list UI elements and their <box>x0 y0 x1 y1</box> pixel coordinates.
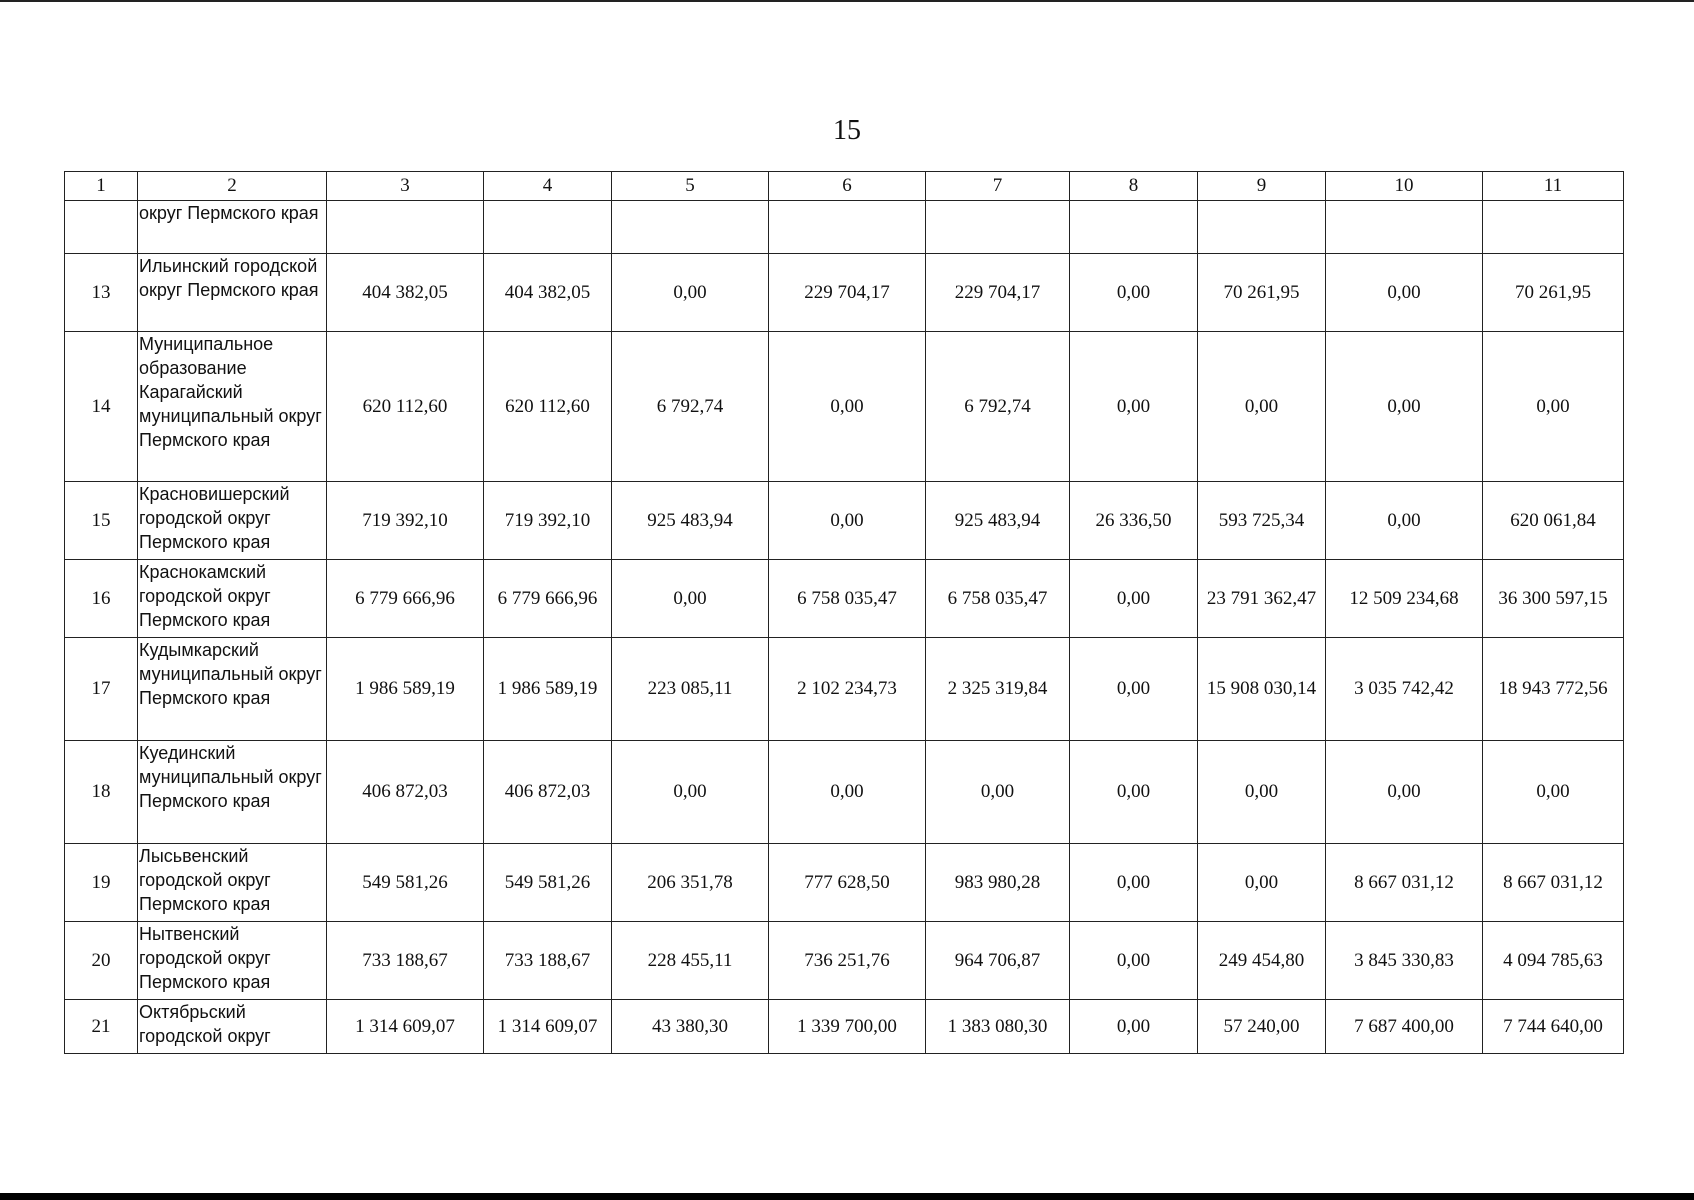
value-cell: 406 872,03 <box>327 741 484 844</box>
table-row <box>65 1000 1624 1054</box>
value-cell: 1 314 609,07 <box>327 1000 484 1054</box>
value-cell: 593 725,34 <box>1198 482 1326 560</box>
municipality-name: Муниципальное образование Карагайский муниципальный округ Пермского края <box>138 332 327 482</box>
value-cell: 620 061,84 <box>1483 482 1624 560</box>
value-cell: 0,00 <box>1070 741 1198 844</box>
header-cell: 11 <box>1483 172 1624 201</box>
value-cell: 1 986 589,19 <box>484 638 612 741</box>
table-row <box>65 560 1624 638</box>
value-cell: 43 380,30 <box>612 1000 769 1054</box>
header-cell: 8 <box>1070 172 1198 201</box>
table-row <box>65 844 1624 922</box>
table-row <box>65 741 1624 844</box>
value-cell: 12 509 234,68 <box>1326 560 1483 638</box>
table-row <box>65 332 1624 482</box>
value-cell <box>1326 201 1483 254</box>
value-cell <box>484 201 612 254</box>
value-cell: 0,00 <box>769 741 926 844</box>
value-cell <box>612 201 769 254</box>
municipality-name: Нытвенский городской округ Пермского края <box>138 922 327 1000</box>
value-cell: 70 261,95 <box>1483 254 1624 332</box>
row-number: 18 <box>65 741 138 844</box>
value-cell: 0,00 <box>1326 254 1483 332</box>
row-number <box>65 201 138 254</box>
value-cell: 0,00 <box>1326 741 1483 844</box>
table-row <box>65 201 1624 254</box>
value-cell: 0,00 <box>1070 922 1198 1000</box>
value-cell: 0,00 <box>1198 332 1326 482</box>
row-number: 19 <box>65 844 138 922</box>
value-cell: 2 102 234,73 <box>769 638 926 741</box>
value-cell <box>1198 201 1326 254</box>
table-row <box>65 254 1624 332</box>
value-cell: 404 382,05 <box>484 254 612 332</box>
value-cell: 719 392,10 <box>327 482 484 560</box>
value-cell: 0,00 <box>612 254 769 332</box>
header-cell: 9 <box>1198 172 1326 201</box>
scan-top-border <box>0 0 1694 2</box>
value-cell: 736 251,76 <box>769 922 926 1000</box>
value-cell: 249 454,80 <box>1198 922 1326 1000</box>
value-cell: 964 706,87 <box>926 922 1070 1000</box>
value-cell: 36 300 597,15 <box>1483 560 1624 638</box>
value-cell: 549 581,26 <box>484 844 612 922</box>
row-number: 21 <box>65 1000 138 1054</box>
value-cell: 0,00 <box>926 741 1070 844</box>
header-cell: 2 <box>138 172 327 201</box>
municipality-name: Краснокамский городской округ Пермского края <box>138 560 327 638</box>
value-cell <box>769 201 926 254</box>
value-cell: 0,00 <box>1070 332 1198 482</box>
value-cell: 23 791 362,47 <box>1198 560 1326 638</box>
value-cell: 18 943 772,56 <box>1483 638 1624 741</box>
page-number: 15 <box>833 115 861 146</box>
municipality-name: округ Пермского края <box>138 201 327 254</box>
value-cell: 0,00 <box>769 482 926 560</box>
value-cell: 0,00 <box>1070 254 1198 332</box>
value-cell: 229 704,17 <box>769 254 926 332</box>
value-cell: 733 188,67 <box>327 922 484 1000</box>
table-row <box>65 638 1624 741</box>
value-cell: 8 667 031,12 <box>1326 844 1483 922</box>
row-number: 17 <box>65 638 138 741</box>
row-number: 14 <box>65 332 138 482</box>
value-cell: 0,00 <box>612 560 769 638</box>
value-cell: 6 758 035,47 <box>926 560 1070 638</box>
value-cell: 549 581,26 <box>327 844 484 922</box>
value-cell: 6 779 666,96 <box>327 560 484 638</box>
row-number: 15 <box>65 482 138 560</box>
header-cell: 10 <box>1326 172 1483 201</box>
municipality-name: Куединский муниципальный округ Пермского края <box>138 741 327 844</box>
value-cell: 0,00 <box>1070 638 1198 741</box>
municipality-name: Октябрьский городской округ <box>138 1000 327 1054</box>
value-cell <box>926 201 1070 254</box>
table-row <box>65 922 1624 1000</box>
municipality-name: Лысьвенский городской округ Пермского края <box>138 844 327 922</box>
header-cell: 4 <box>484 172 612 201</box>
municipality-name: Ильинский городской округ Пермского края <box>138 254 327 332</box>
municipality-name: Кудымкарский муниципальный округ Пермского края <box>138 638 327 741</box>
value-cell: 719 392,10 <box>484 482 612 560</box>
value-cell <box>327 201 484 254</box>
value-cell: 7 744 640,00 <box>1483 1000 1624 1054</box>
value-cell: 6 758 035,47 <box>769 560 926 638</box>
value-cell: 0,00 <box>1326 482 1483 560</box>
value-cell: 3 845 330,83 <box>1326 922 1483 1000</box>
header-cell: 5 <box>612 172 769 201</box>
value-cell: 2 325 319,84 <box>926 638 1070 741</box>
value-cell: 223 085,11 <box>612 638 769 741</box>
row-number: 16 <box>65 560 138 638</box>
value-cell: 229 704,17 <box>926 254 1070 332</box>
value-cell: 0,00 <box>1326 332 1483 482</box>
value-cell: 206 351,78 <box>612 844 769 922</box>
value-cell: 0,00 <box>1070 560 1198 638</box>
value-cell: 0,00 <box>1070 1000 1198 1054</box>
value-cell: 4 094 785,63 <box>1483 922 1624 1000</box>
value-cell: 777 628,50 <box>769 844 926 922</box>
value-cell: 733 188,67 <box>484 922 612 1000</box>
value-cell: 1 339 700,00 <box>769 1000 926 1054</box>
value-cell: 7 687 400,00 <box>1326 1000 1483 1054</box>
value-cell: 6 792,74 <box>926 332 1070 482</box>
value-cell: 0,00 <box>1070 844 1198 922</box>
header-cell: 7 <box>926 172 1070 201</box>
value-cell <box>1070 201 1198 254</box>
value-cell: 6 792,74 <box>612 332 769 482</box>
value-cell: 0,00 <box>612 741 769 844</box>
value-cell: 620 112,60 <box>484 332 612 482</box>
row-number: 20 <box>65 922 138 1000</box>
value-cell: 0,00 <box>1198 844 1326 922</box>
value-cell: 0,00 <box>1483 332 1624 482</box>
value-cell: 57 240,00 <box>1198 1000 1326 1054</box>
value-cell: 620 112,60 <box>327 332 484 482</box>
value-cell: 925 483,94 <box>612 482 769 560</box>
data-table <box>64 171 1624 1054</box>
value-cell: 6 779 666,96 <box>484 560 612 638</box>
value-cell: 26 336,50 <box>1070 482 1198 560</box>
value-cell <box>1483 201 1624 254</box>
value-cell: 228 455,11 <box>612 922 769 1000</box>
header-cell: 1 <box>65 172 138 201</box>
value-cell: 3 035 742,42 <box>1326 638 1483 741</box>
value-cell: 15 908 030,14 <box>1198 638 1326 741</box>
municipality-name: Красновишерский городской округ Пермского края <box>138 482 327 560</box>
header-cell: 6 <box>769 172 926 201</box>
value-cell: 925 483,94 <box>926 482 1070 560</box>
value-cell: 0,00 <box>769 332 926 482</box>
value-cell: 0,00 <box>1483 741 1624 844</box>
value-cell: 404 382,05 <box>327 254 484 332</box>
table-row <box>65 482 1624 560</box>
scan-bottom-border <box>0 1193 1694 1200</box>
header-cell: 3 <box>327 172 484 201</box>
value-cell: 1 986 589,19 <box>327 638 484 741</box>
table-header-row <box>65 172 1624 201</box>
value-cell: 0,00 <box>1198 741 1326 844</box>
value-cell: 1 314 609,07 <box>484 1000 612 1054</box>
value-cell: 406 872,03 <box>484 741 612 844</box>
value-cell: 8 667 031,12 <box>1483 844 1624 922</box>
value-cell: 1 383 080,30 <box>926 1000 1070 1054</box>
value-cell: 983 980,28 <box>926 844 1070 922</box>
value-cell: 70 261,95 <box>1198 254 1326 332</box>
row-number: 13 <box>65 254 138 332</box>
